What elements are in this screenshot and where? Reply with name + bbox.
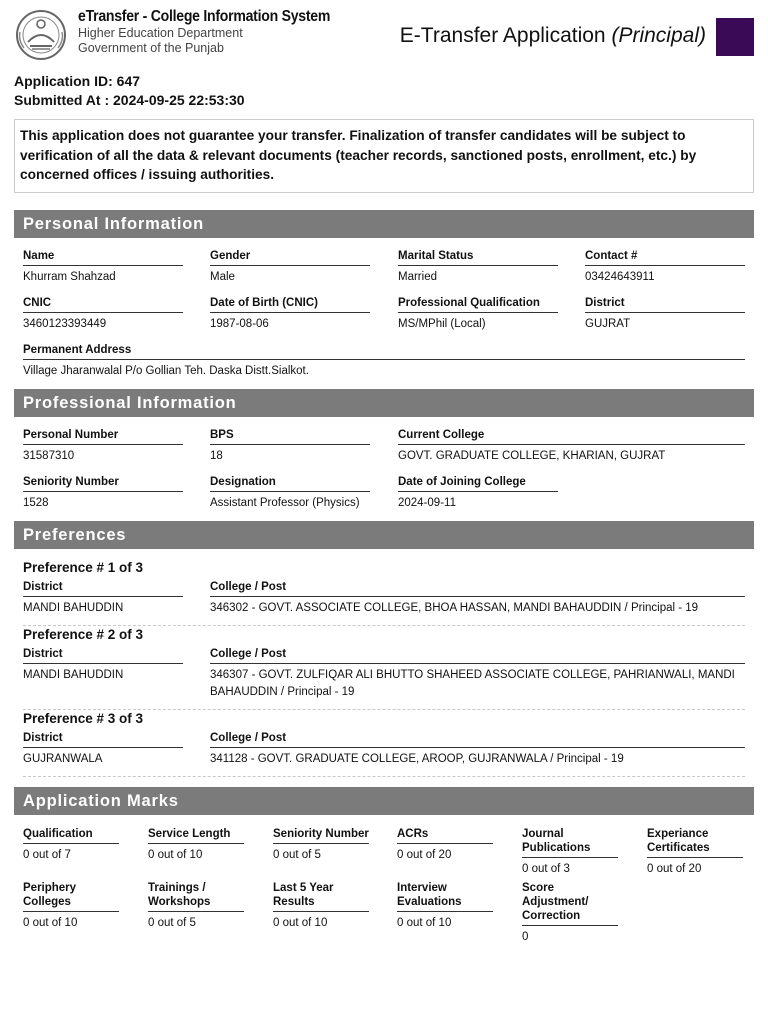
page-title-role: (Principal) — [611, 24, 706, 47]
field-value: 3460123393449 — [23, 318, 107, 330]
field-label: Date of Joining College — [398, 475, 558, 492]
field-value: 0 out of 5 — [148, 917, 196, 929]
field-label: Contact # — [585, 249, 745, 266]
field-value: 1987-08-06 — [210, 318, 269, 330]
mark-journal-publications — [522, 827, 618, 878]
field-label: Date of Birth (CNIC) — [210, 296, 370, 313]
preference-3-college — [210, 731, 745, 768]
field-label: Marital Status — [398, 249, 558, 266]
divider — [23, 709, 745, 710]
field-value: Male — [210, 271, 235, 283]
preference-2-district — [23, 647, 183, 684]
field-label: District — [23, 647, 183, 664]
field-value: Village Jharanwalal P/o Gollian Teh. Daska Distt.Sialkot. — [23, 365, 309, 377]
field-value: 0 out of 10 — [273, 917, 328, 929]
field-value: 0 — [522, 931, 529, 943]
field-bps — [210, 428, 370, 465]
mark-experiance-certificates — [647, 827, 743, 878]
field-label: District — [585, 296, 745, 313]
field-label: Last 5 Year Results — [273, 881, 369, 912]
section-personal-information: Personal Information — [14, 210, 754, 238]
preference-title: Preference # 1 of 3 — [23, 560, 144, 575]
field-label: Qualification — [23, 827, 119, 844]
submitted-at: Submitted At : 2024-09-25 22:53:30 — [14, 92, 245, 108]
field-label: Seniority Number — [273, 827, 369, 844]
field-value: Married — [398, 271, 437, 283]
field-value: GUJRANWALA — [23, 753, 103, 765]
field-label: College / Post — [210, 731, 745, 748]
field-personal-number — [23, 428, 183, 465]
field-professional-qualification — [398, 296, 558, 333]
section-application-marks: Application Marks — [14, 787, 754, 815]
field-label: Service Length — [148, 827, 244, 844]
field-value: Khurram Shahzad — [23, 271, 116, 283]
field-label: Trainings / Workshops — [148, 881, 244, 912]
field-label: ACRs — [397, 827, 493, 844]
org-block — [78, 8, 364, 56]
field-label: BPS — [210, 428, 370, 445]
field-value: 0 out of 20 — [647, 863, 702, 875]
field-designation — [210, 475, 370, 512]
field-gender — [210, 249, 370, 286]
field-value: 03424643911 — [585, 271, 655, 283]
page-header — [14, 6, 754, 66]
mark-interview-evaluations — [397, 881, 493, 932]
field-label: Gender — [210, 249, 370, 266]
applicant-photo — [716, 18, 754, 56]
mark-score-adjustment — [522, 881, 618, 946]
field-label: Professional Qualification — [398, 296, 558, 313]
field-label: Permanent Address — [23, 343, 745, 360]
field-label: Score Adjustment/ Correction — [522, 881, 618, 926]
field-value: 0 out of 10 — [23, 917, 78, 929]
section-preferences: Preferences — [14, 521, 754, 549]
field-date-of-joining — [398, 475, 558, 512]
org-government: Government of the Punjab — [78, 41, 224, 55]
preference-title: Preference # 3 of 3 — [23, 711, 144, 726]
field-label: District — [23, 580, 183, 597]
field-value: 341128 - GOVT. GRADUATE COLLEGE, AROOP, GUJRANWALA / Principal - 19 — [210, 753, 624, 765]
field-value: GOVT. GRADUATE COLLEGE, KHARIAN, GUJRAT — [398, 450, 666, 462]
field-label: Current College — [398, 428, 745, 445]
field-value: MANDI BAHUDDIN — [23, 602, 124, 614]
field-value: 0 out of 5 — [273, 849, 321, 861]
field-permanent-address — [23, 343, 745, 380]
mark-seniority-number — [273, 827, 369, 864]
mark-last-5-year-results — [273, 881, 369, 932]
field-label: Designation — [210, 475, 370, 492]
field-value: MANDI BAHUDDIN — [23, 669, 124, 681]
field-current-college — [398, 428, 745, 465]
field-dob — [210, 296, 370, 333]
field-label: Personal Number — [23, 428, 183, 445]
field-label: Name — [23, 249, 183, 266]
field-label: Experiance Certificates — [647, 827, 743, 858]
field-cnic — [23, 296, 183, 333]
application-id: Application ID: 647 — [14, 73, 141, 89]
preference-1-district — [23, 580, 183, 617]
field-name — [23, 249, 183, 286]
field-value: MS/MPhil (Local) — [398, 318, 486, 330]
section-professional-information: Professional Information — [14, 389, 754, 417]
field-value: 0 out of 7 — [23, 849, 71, 861]
org-title: eTransfer - College Information System — [78, 8, 331, 25]
field-value: 1528 — [23, 497, 49, 509]
mark-trainings-workshops — [148, 881, 244, 932]
field-contact — [585, 249, 745, 286]
field-label: District — [23, 731, 183, 748]
field-label: Interview Evaluations — [397, 881, 493, 912]
mark-qualification — [23, 827, 119, 864]
preference-title: Preference # 2 of 3 — [23, 627, 144, 642]
field-label: CNIC — [23, 296, 183, 313]
field-label: College / Post — [210, 647, 745, 664]
field-label: Journal Publications — [522, 827, 618, 858]
field-value: 2024-09-11 — [398, 497, 456, 509]
field-value: 346302 - GOVT. ASSOCIATE COLLEGE, BHOA HASSAN, MANDI BAHAUDDIN / Principal - 19 — [210, 602, 699, 614]
disclaimer-notice: This application does not guarantee your transfer. Finalization of transfer candidates will be subject to verification of all the data & relevant documents (teacher records, sanctioned posts, enrollment, etc.) by concerned offices / issuing authorities. — [14, 119, 754, 193]
application-meta — [14, 72, 245, 110]
page-title-text: E-Transfer Application — [399, 24, 606, 47]
field-value: 346307 - GOVT. ZULFIQAR ALI BHUTTO SHAHEED ASSOCIATE COLLEGE, PAHRIANWALI, MANDI BAHAUDDIN / Principal - 19 — [210, 669, 735, 698]
page-title — [400, 24, 706, 48]
punjab-logo-icon — [14, 8, 68, 62]
field-value: 18 — [210, 450, 223, 462]
field-value: 0 out of 20 — [397, 849, 452, 861]
preference-1-college — [210, 580, 745, 617]
preference-3-district — [23, 731, 183, 768]
field-label: Periphery Colleges — [23, 881, 119, 912]
field-seniority-number — [23, 475, 183, 512]
field-value: 0 out of 3 — [522, 863, 570, 875]
field-value: GUJRAT — [585, 318, 631, 330]
field-value: 0 out of 10 — [148, 849, 203, 861]
divider — [23, 776, 745, 777]
preference-2-college — [210, 647, 745, 701]
field-value: 0 out of 10 — [397, 917, 452, 929]
field-district — [585, 296, 745, 333]
field-value: 31587310 — [23, 450, 75, 462]
org-department: Higher Education Department — [78, 26, 243, 40]
field-label: College / Post — [210, 580, 745, 597]
mark-periphery-colleges — [23, 881, 119, 932]
divider — [23, 625, 745, 626]
field-marital-status — [398, 249, 558, 286]
mark-service-length — [148, 827, 244, 864]
field-label: Seniority Number — [23, 475, 183, 492]
field-value: Assistant Professor (Physics) — [210, 497, 360, 509]
mark-acrs — [397, 827, 493, 864]
